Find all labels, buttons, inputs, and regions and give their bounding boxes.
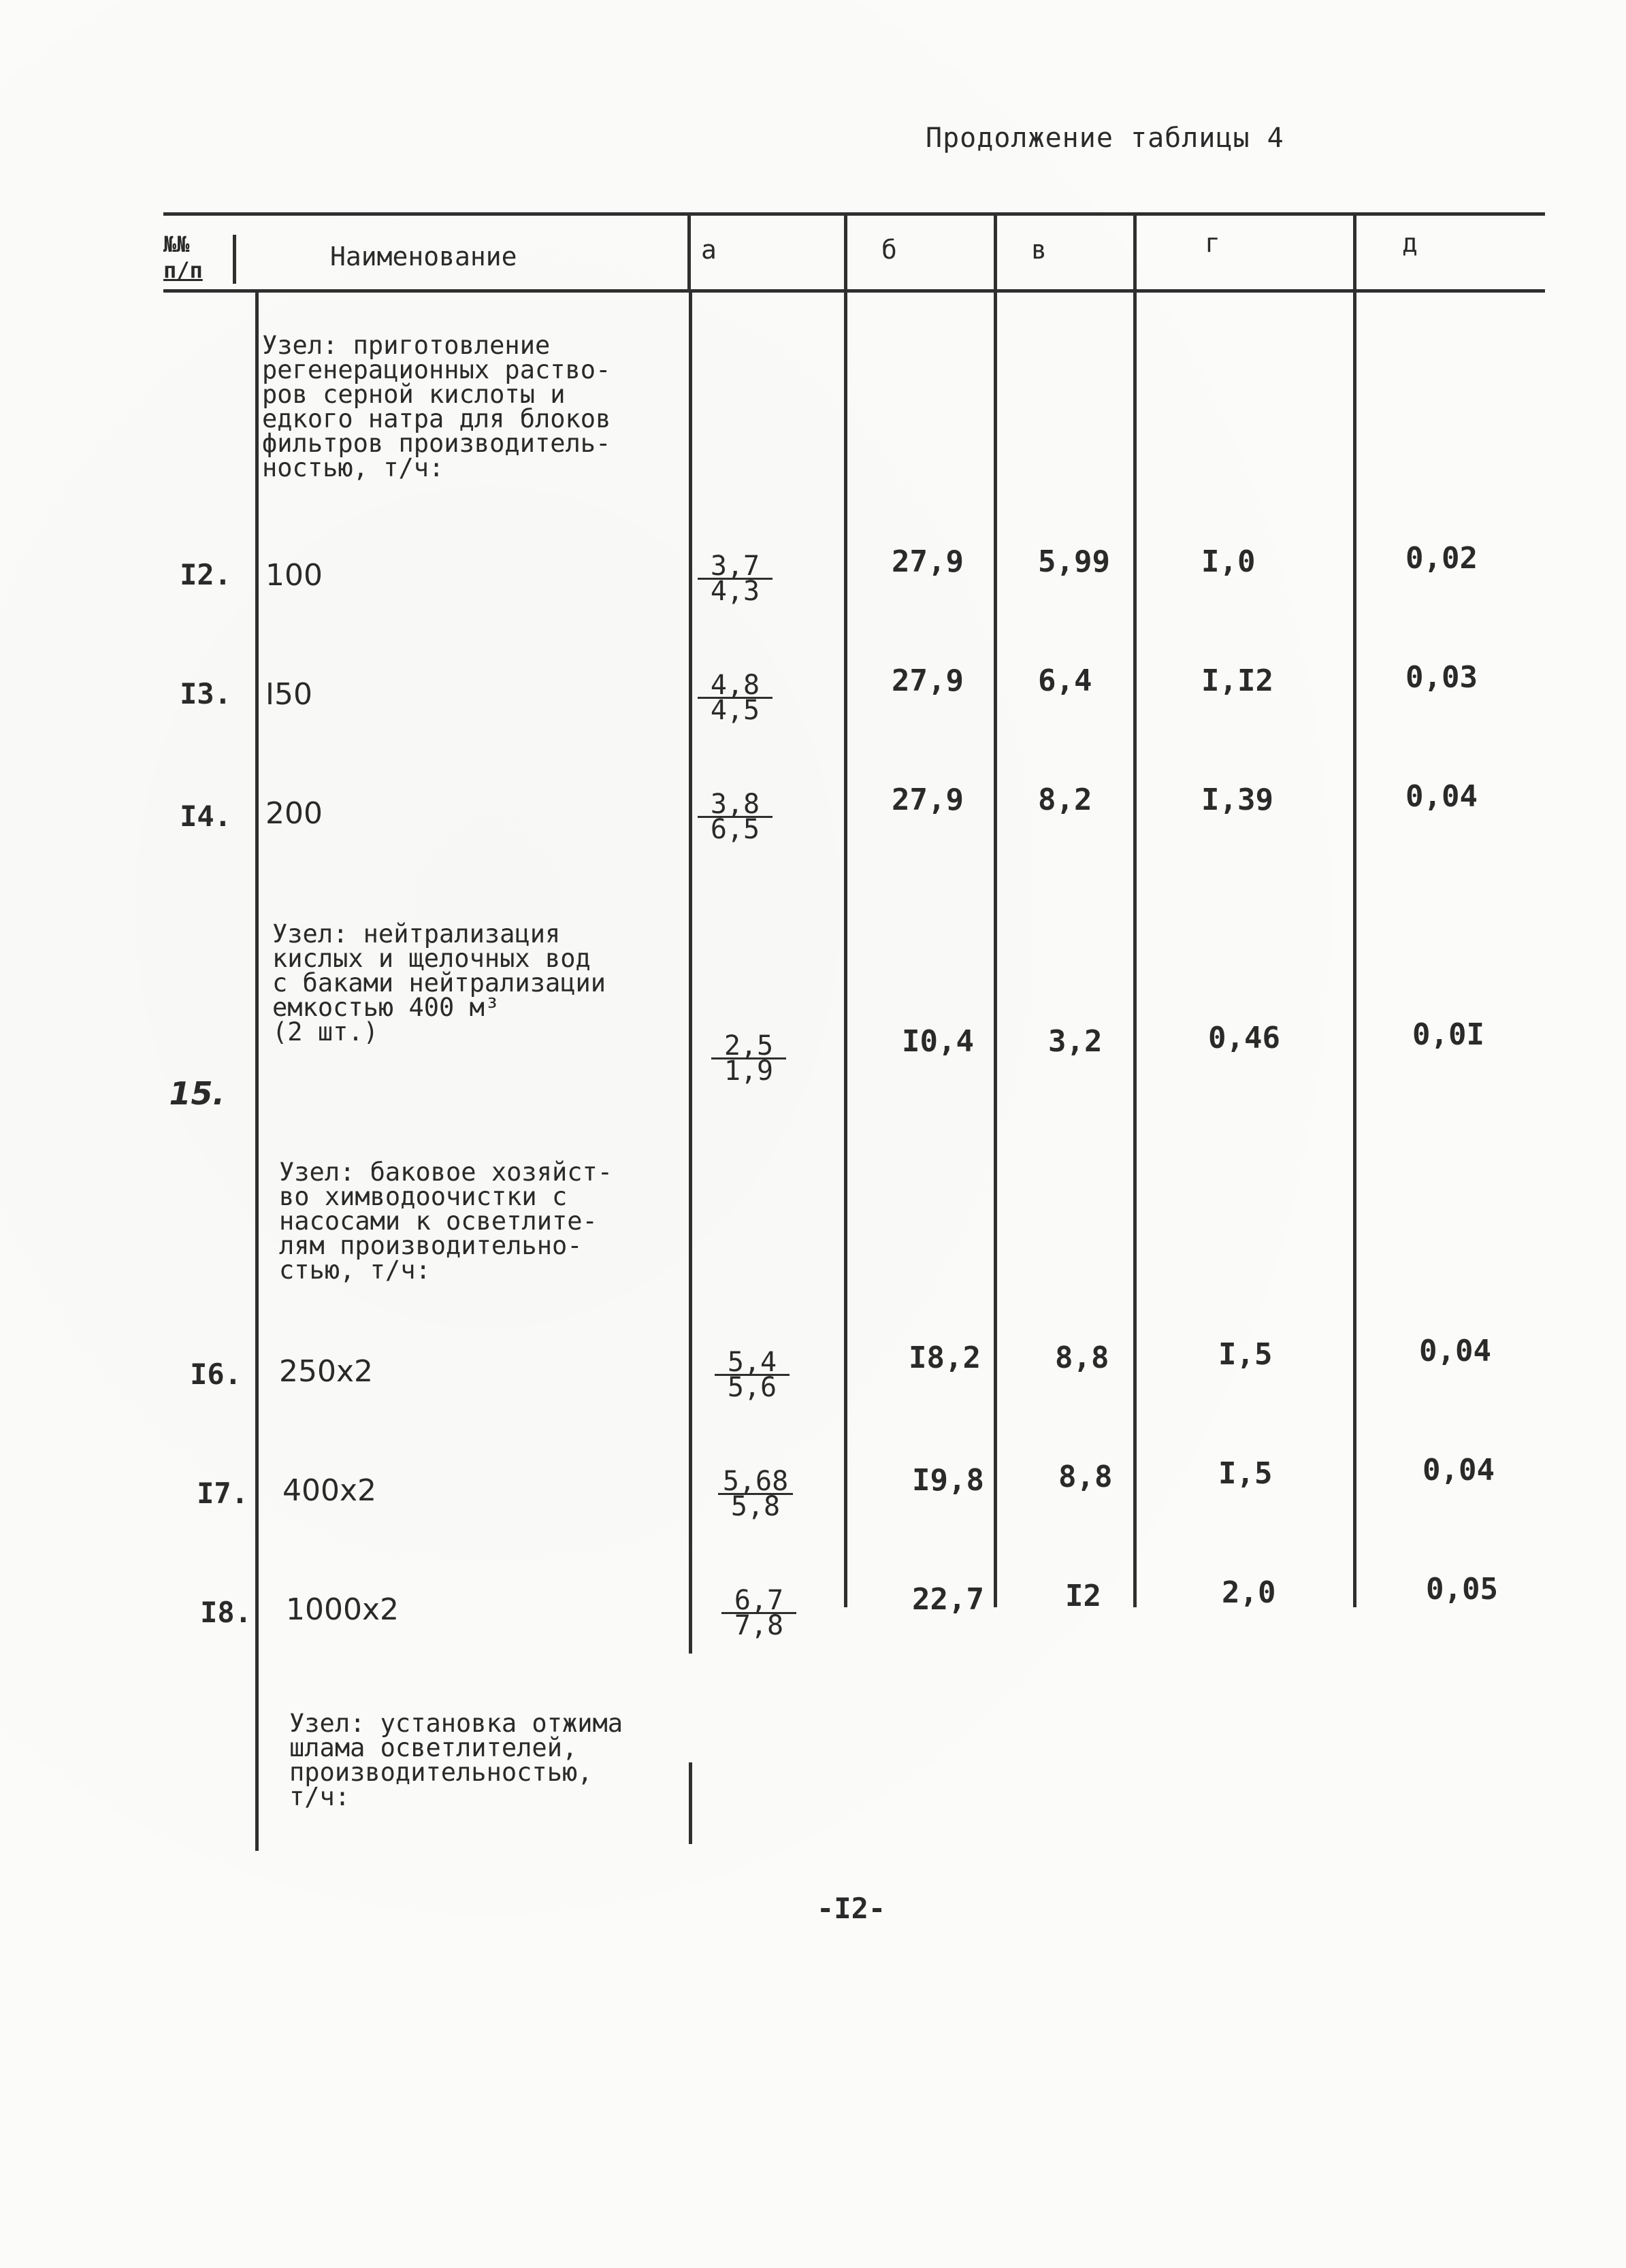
row-number: I2. bbox=[180, 558, 231, 591]
row-value-v: 8,8 bbox=[1055, 1341, 1109, 1375]
row-value-g: I,0 bbox=[1201, 544, 1256, 579]
row-value-g: I,5 bbox=[1218, 1337, 1273, 1372]
row-value-a bbox=[721, 1585, 796, 1641]
column-header-b: б bbox=[881, 235, 897, 265]
row-name: 200 bbox=[265, 796, 323, 831]
row-value-a bbox=[715, 1347, 790, 1403]
row-value-a-top: 3,8 bbox=[698, 793, 773, 818]
column-header-name: Наименование bbox=[330, 242, 517, 272]
column-divider-name bbox=[255, 293, 259, 1851]
row-value-a-top: 5,68 bbox=[718, 1470, 793, 1495]
section-heading-sludge-dewatering: Узел: установка отжима шлама осветлителей, производительностью, т/ч: bbox=[289, 1709, 623, 1811]
row-value-v: 5,99 bbox=[1038, 544, 1110, 579]
row-value-b: I0,4 bbox=[902, 1024, 974, 1059]
row-name: 250x2 bbox=[279, 1354, 374, 1389]
row-value-a bbox=[698, 789, 773, 845]
row-value-a bbox=[698, 670, 773, 726]
row-number: 15. bbox=[169, 1075, 225, 1112]
row-value-b: 22,7 bbox=[912, 1582, 984, 1617]
column-divider-a bbox=[689, 293, 692, 1654]
row-value-b: 27,9 bbox=[892, 544, 964, 579]
column-divider-num bbox=[233, 235, 236, 284]
row-value-a bbox=[718, 1466, 793, 1522]
table-top-rule bbox=[163, 212, 1545, 216]
column-divider-d bbox=[1353, 212, 1356, 1607]
row-number: I6. bbox=[190, 1358, 242, 1391]
row-number: I7. bbox=[197, 1477, 248, 1510]
row-value-a-bottom: 5,8 bbox=[730, 1491, 781, 1522]
row-value-d: 0,04 bbox=[1419, 1334, 1491, 1368]
row-value-a-bottom: 4,3 bbox=[710, 576, 760, 607]
row-value-a bbox=[698, 550, 773, 607]
column-header-num-line2: п/п bbox=[163, 257, 203, 283]
row-value-v: 3,2 bbox=[1048, 1024, 1103, 1059]
row-value-a-bottom: 1,9 bbox=[723, 1055, 774, 1087]
table-continuation-caption: Продолжение таблицы 4 bbox=[926, 122, 1284, 154]
section-heading-neutralization: Узел: нейтрализация кислых и щелочных вод с баками нейтрализации емкостью 400 м³ (2 шт.) bbox=[272, 919, 606, 1047]
row-value-b: 27,9 bbox=[892, 783, 964, 817]
row-value-v: 6,4 bbox=[1038, 663, 1092, 698]
page-number: -I2- bbox=[817, 1892, 886, 1925]
row-value-g: I,39 bbox=[1201, 783, 1273, 817]
row-value-g: 0,46 bbox=[1208, 1021, 1280, 1055]
row-number: I8. bbox=[200, 1596, 252, 1629]
column-header-g: г bbox=[1205, 228, 1220, 258]
row-value-a-top: 2,5 bbox=[711, 1034, 786, 1059]
column-divider-b bbox=[844, 212, 847, 1607]
row-value-g: 2,0 bbox=[1222, 1575, 1276, 1610]
row-value-a-bottom: 7,8 bbox=[734, 1610, 784, 1641]
row-value-d: 0,05 bbox=[1426, 1572, 1498, 1607]
column-header-v: в bbox=[1031, 235, 1047, 265]
column-header-num-line1: №№ bbox=[163, 231, 190, 257]
row-value-g: I,I2 bbox=[1201, 663, 1273, 698]
row-number: I4. bbox=[180, 800, 231, 833]
column-divider-last-section bbox=[689, 1762, 692, 1844]
table-header-bottom-rule bbox=[163, 289, 1545, 293]
row-name: I50 bbox=[265, 677, 312, 712]
row-value-v: 8,2 bbox=[1038, 783, 1092, 817]
row-value-a-bottom: 6,5 bbox=[710, 814, 760, 845]
row-value-d: 0,0I bbox=[1412, 1017, 1484, 1052]
row-value-d: 0,04 bbox=[1405, 779, 1478, 814]
column-divider-g bbox=[1133, 212, 1137, 1607]
row-value-a-bottom: 5,6 bbox=[727, 1372, 777, 1403]
row-value-a-top: 5,4 bbox=[715, 1351, 790, 1376]
row-value-a bbox=[711, 1030, 786, 1087]
row-value-d: 0,04 bbox=[1422, 1453, 1495, 1488]
column-header-a: а bbox=[701, 235, 717, 265]
column-divider-v bbox=[994, 212, 997, 1607]
row-value-a-top: 3,7 bbox=[698, 555, 773, 580]
row-value-b: I9,8 bbox=[912, 1463, 984, 1498]
row-name: 400x2 bbox=[282, 1473, 377, 1508]
row-value-d: 0,02 bbox=[1405, 541, 1478, 576]
row-name: 1000x2 bbox=[286, 1592, 400, 1627]
row-value-g: I,5 bbox=[1218, 1456, 1273, 1491]
column-header-num bbox=[163, 231, 203, 283]
row-value-b: 27,9 bbox=[892, 663, 964, 698]
column-divider-name-header bbox=[687, 212, 691, 293]
row-name: 100 bbox=[265, 558, 323, 593]
row-value-a-top: 6,7 bbox=[721, 1589, 796, 1614]
row-value-v: 8,8 bbox=[1058, 1460, 1113, 1494]
row-value-v: I2 bbox=[1065, 1579, 1101, 1613]
section-heading-tank-farm: Узел: баковое хозяйст- во химводоочистки с насосами к осветлите- лям производительно- стью, т/ч: bbox=[279, 1157, 613, 1285]
row-value-d: 0,03 bbox=[1405, 660, 1478, 695]
section-heading-regeneration: Узел: приготовление регенерационных раство- ров серной кислоты и едкого натра для блоков фильтров производитель- ностью, т/ч: bbox=[262, 331, 611, 482]
row-number: I3. bbox=[180, 677, 231, 710]
row-value-b: I8,2 bbox=[909, 1341, 981, 1375]
row-value-a-top: 4,8 bbox=[698, 674, 773, 699]
row-value-a-bottom: 4,5 bbox=[710, 695, 760, 726]
column-header-d: д bbox=[1402, 228, 1418, 258]
